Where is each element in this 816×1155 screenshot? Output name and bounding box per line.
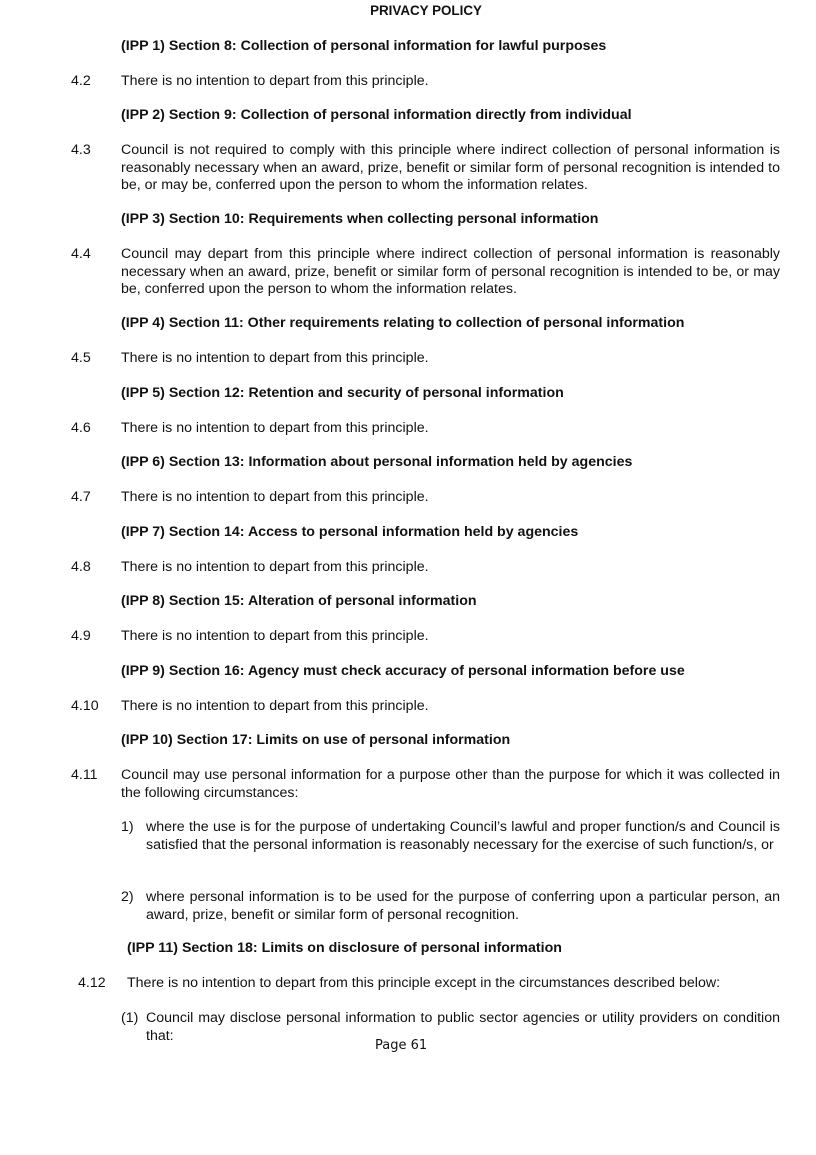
clause-text-4-2: There is no intention to depart from this principle. bbox=[121, 73, 429, 89]
section-heading-ipp2: (IPP 2) Section 9: Collection of personal information directly from individual bbox=[121, 107, 632, 123]
section-heading-ipp5: (IPP 5) Section 12: Retention and security of personal information bbox=[121, 385, 564, 401]
section-heading-ipp10: (IPP 10) Section 17: Limits on use of personal information bbox=[121, 732, 511, 748]
page-number: Page 61 bbox=[375, 1038, 428, 1053]
list-item-text: where personal information is to be used for the purpose of conferring upon a particular person, an award, prize, benefit or similar form of personal recognition. bbox=[146, 889, 780, 923]
section-heading-ipp3: (IPP 3) Section 10: Requirements when collecting personal information bbox=[121, 211, 599, 227]
list-item-marker: 2) bbox=[121, 889, 134, 905]
page-title: PRIVACY POLICY bbox=[370, 3, 482, 18]
section-heading-ipp11: (IPP 11) Section 18: Limits on disclosure of personal information bbox=[127, 940, 562, 956]
clause-text-4-7: There is no intention to depart from this principle. bbox=[121, 489, 429, 505]
clause-number-4-11: 4.11 bbox=[71, 767, 98, 783]
list-item-text: where the use is for the purpose of undertaking Council’s lawful and proper function/s and Council is satisfied that the personal information is reasonably necessary for the exercise of such function/s, or bbox=[146, 819, 780, 853]
section-heading-ipp9: (IPP 9) Section 16: Agency must check accuracy of personal information before use bbox=[121, 663, 685, 679]
clause-text-4-12: There is no intention to depart from this principle except in the circumstances described below: bbox=[127, 975, 721, 991]
clause-number-4-9: 4.9 bbox=[71, 628, 91, 644]
list-item-marker: (1) bbox=[121, 1010, 139, 1026]
clause-number-4-10: 4.10 bbox=[71, 698, 99, 714]
section-heading-ipp8: (IPP 8) Section 15: Alteration of personal information bbox=[121, 593, 477, 609]
clause-number-4-7: 4.7 bbox=[71, 489, 91, 505]
clause-text-4-3: Council is not required to comply with this principle where indirect collection of personal information is reasonably necessary when an award, prize, benefit or similar form of personal recognition is intended to be, or may be, conferred upon the person to whom the information relates. bbox=[121, 142, 780, 194]
section-heading-ipp1: (IPP 1) Section 8: Collection of personal information for lawful purposes bbox=[121, 38, 607, 54]
clause-number-4-12: 4.12 bbox=[78, 975, 106, 991]
clause-number-4-5: 4.5 bbox=[71, 350, 91, 366]
clause-text-4-6: There is no intention to depart from this principle. bbox=[121, 420, 429, 436]
clause-text-4-9: There is no intention to depart from this principle. bbox=[121, 628, 429, 644]
clause-number-4-3: 4.3 bbox=[71, 142, 91, 158]
clause-text-4-11: Council may use personal information for a purpose other than the purpose for which it was collected in the following circumstances: bbox=[121, 767, 780, 801]
clause-number-4-2: 4.2 bbox=[71, 73, 91, 89]
clause-text-4-4: Council may depart from this principle where indirect collection of personal information is reasonably necessary when an award, prize, benefit or similar form of personal recognition is intended to be, or may be, conferred upon the person to whom the information relates. bbox=[121, 246, 780, 298]
clause-text-4-8: There is no intention to depart from this principle. bbox=[121, 559, 429, 575]
clause-text-4-5: There is no intention to depart from this principle. bbox=[121, 350, 429, 366]
clause-number-4-8: 4.8 bbox=[71, 559, 91, 575]
clause-number-4-4: 4.4 bbox=[71, 246, 91, 262]
list-item-marker: 1) bbox=[121, 819, 134, 835]
clause-text-4-10: There is no intention to depart from this principle. bbox=[121, 698, 429, 714]
section-heading-ipp4: (IPP 4) Section 11: Other requirements relating to collection of personal information bbox=[121, 315, 685, 331]
section-heading-ipp6: (IPP 6) Section 13: Information about personal information held by agencies bbox=[121, 454, 633, 470]
list-item-text: Council may disclose personal information to public sector agencies or utility providers on condition that: bbox=[146, 1010, 780, 1044]
section-heading-ipp7: (IPP 7) Section 14: Access to personal information held by agencies bbox=[121, 524, 579, 540]
clause-number-4-6: 4.6 bbox=[71, 420, 91, 436]
